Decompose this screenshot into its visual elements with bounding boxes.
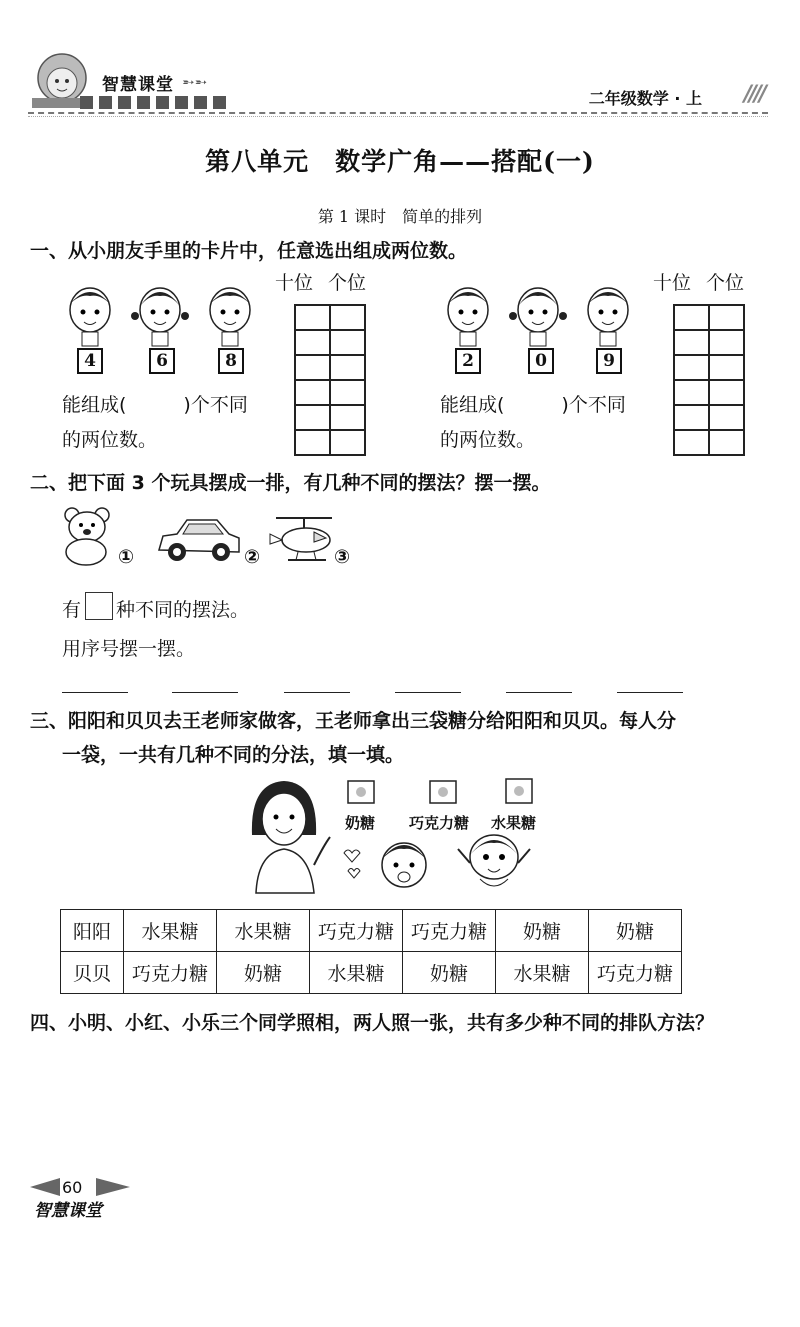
q2-text-post: 种不同的摆法。 (116, 599, 250, 621)
row-header: 阳阳 (61, 910, 124, 952)
header-divider (28, 112, 768, 114)
header-arrow-icon: ➵➵ (182, 73, 208, 91)
answer-blank-line[interactable] (62, 692, 128, 693)
number-card: 8 (218, 348, 244, 374)
q1-left-place-value-grid[interactable] (294, 304, 366, 456)
table-cell: 奶糖 (217, 952, 310, 994)
q1-right-place-value-grid[interactable] (673, 304, 745, 456)
number-card: 2 (455, 348, 481, 374)
table-cell: 奶糖 (589, 910, 682, 952)
footer-brand: 智慧课堂 (34, 1201, 102, 1221)
q1-right-kids (438, 280, 638, 354)
candy-bag-icon (430, 781, 456, 803)
table-cell: 巧克力糖 (403, 910, 496, 952)
table-cell: 巧克力糖 (589, 952, 682, 994)
q1-right-col-tens: 十位 (653, 272, 692, 294)
child-icon (588, 288, 628, 346)
q1-right-col-ones: 个位 (706, 272, 745, 294)
teacher-illustration (244, 775, 544, 901)
q1-left-text-2: 的两位数。 (62, 429, 158, 451)
table-row (61, 952, 682, 994)
q2-text-arrange: 用序号摆一摆。 (62, 638, 196, 660)
q3-title-line1: 三、阳阳和贝贝去王老师家做客，王老师拿出三袋糖分给阳阳和贝贝。每人分 (30, 710, 677, 732)
table-cell: 水果糖 (124, 910, 217, 952)
toy-car-icon (155, 512, 243, 570)
q1-title: 一、从小朋友手里的卡片中，任意选出组成两位数。 (30, 240, 468, 262)
table-cell: 巧克力糖 (124, 952, 217, 994)
number-card: 6 (149, 348, 175, 374)
candy-label-fruit: 水果糖 (491, 814, 537, 832)
table-cell: 水果糖 (310, 952, 403, 994)
answer-blank-line[interactable] (395, 692, 461, 693)
answer-blank-line[interactable] (506, 692, 572, 693)
q1-left-text-1: 能组成( )个不同 (62, 394, 248, 416)
table-cell: 奶糖 (403, 952, 496, 994)
page-number: 60 (62, 1178, 83, 1197)
candy-bag-icon (506, 779, 532, 803)
q1-right-text-2: 的两位数。 (440, 429, 536, 451)
header-slashes: //// (743, 82, 764, 107)
q3-title-line2: 一袋，一共有几种不同的分法，填一填。 (62, 744, 405, 766)
toy-mark-2: ② (244, 546, 261, 568)
teddy-bear-icon (60, 505, 116, 571)
child-icon (509, 288, 567, 346)
child-icon (131, 288, 189, 346)
header-squares (80, 96, 226, 109)
candy-distribution-table (60, 909, 682, 994)
toy-mark-3: ③ (334, 546, 351, 568)
girl-icon (458, 835, 530, 886)
helicopter-icon (268, 510, 338, 574)
header-divider-dotted (28, 116, 768, 117)
table-row (61, 910, 682, 952)
q2-answer-box[interactable] (85, 592, 113, 620)
header-brand: 智慧课堂 (102, 75, 174, 95)
candy-label-milk: 奶糖 (345, 814, 376, 832)
number-card: 0 (528, 348, 554, 374)
child-icon (70, 288, 110, 346)
child-icon (210, 288, 250, 346)
q2-text-pre: 有 (62, 599, 82, 621)
answer-blank-line[interactable] (617, 692, 683, 693)
lesson-title: 第 1 课时 简单的排列 (317, 207, 483, 226)
number-card: 9 (596, 348, 622, 374)
table-cell: 水果糖 (496, 952, 589, 994)
row-header: 贝贝 (61, 952, 124, 994)
table-cell: 奶糖 (496, 910, 589, 952)
table-cell: 水果糖 (217, 910, 310, 952)
q4-title: 四、小明、小红、小乐三个同学照相，两人照一张，共有多少种不同的排队方法？ (30, 1012, 715, 1034)
q2-title: 二、把下面 3 个玩具摆成一排，有几种不同的摆法？摆一摆。 (30, 472, 551, 494)
child-icon (448, 288, 488, 346)
q1-left-col-tens: 十位 (275, 272, 314, 294)
unit-title: 第八单元 数学广角——搭配(一) (205, 147, 595, 176)
toy-mark-1: ① (118, 546, 135, 568)
teacher-icon (252, 781, 330, 893)
q1-left-col-ones: 个位 (328, 272, 367, 294)
number-card: 4 (77, 348, 103, 374)
boy-icon (382, 843, 426, 887)
header-grade-subject: 二年级数学 · 上 (588, 89, 702, 108)
q1-right-text-1: 能组成( )个不同 (440, 394, 626, 416)
candy-bag-icon (348, 781, 374, 803)
answer-blank-line[interactable] (172, 692, 238, 693)
table-cell: 巧克力糖 (310, 910, 403, 952)
q1-left-kids (60, 280, 260, 354)
answer-blank-line[interactable] (284, 692, 350, 693)
candy-label-chocolate: 巧克力糖 (409, 814, 470, 832)
